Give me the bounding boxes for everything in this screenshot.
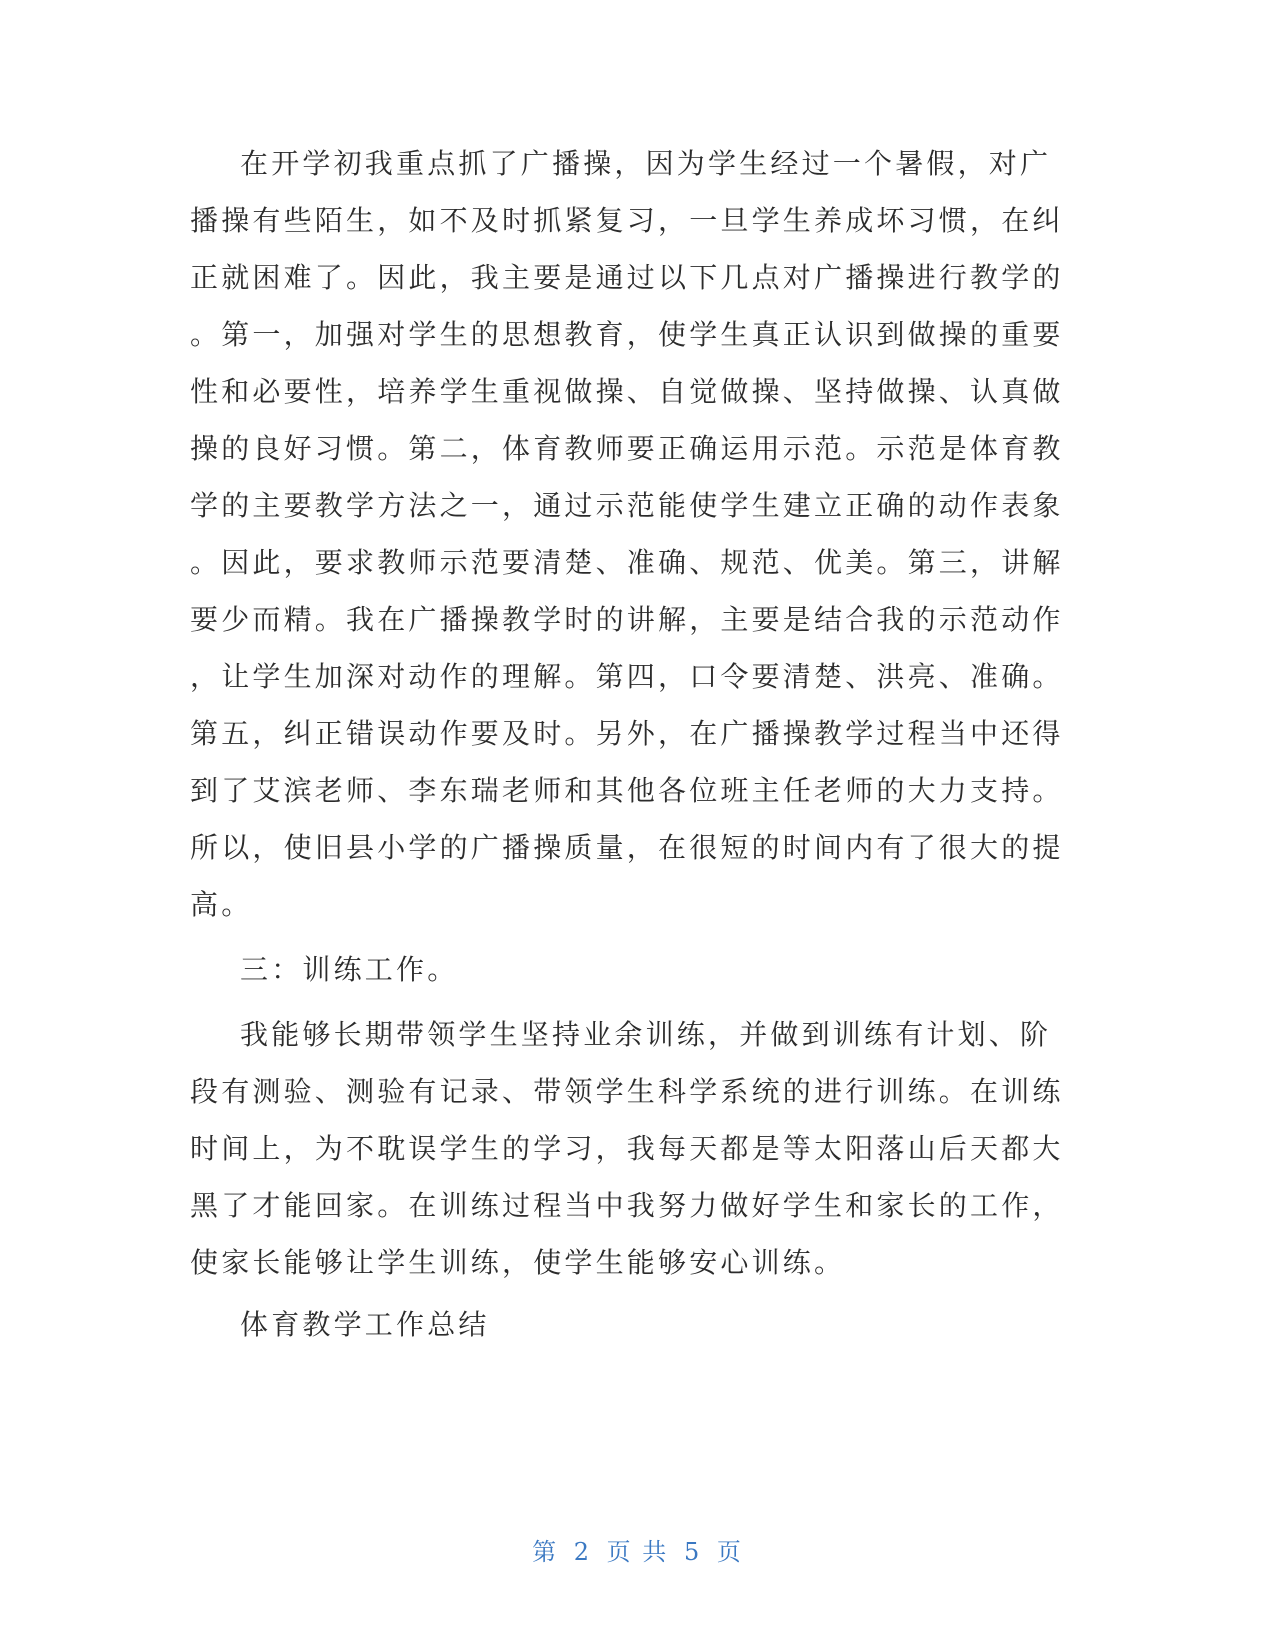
text-line: 。第一，加强对学生的思想教育，使学生真正认识到做操的重要 xyxy=(190,318,1064,351)
text-line: 我能够长期带领学生坚持业余训练，并做到训练有计划、阶 xyxy=(240,1018,1052,1051)
current-page-number: 2 xyxy=(573,1538,592,1566)
footer-prefix: 第 xyxy=(532,1538,559,1566)
text-line: 学的主要教学方法之一，通过示范能使学生建立正确的动作表象 xyxy=(190,489,1064,522)
text-line: 高。 xyxy=(190,888,253,921)
text-line: 第五，纠正错误动作要及时。另外，在广播操教学过程当中还得 xyxy=(190,717,1064,750)
total-page-count: 5 xyxy=(683,1538,702,1566)
footer-suffix: 页 xyxy=(716,1538,743,1566)
text-line: 要少而精。我在广播操教学时的讲解，主要是结合我的示范动作 xyxy=(190,603,1064,636)
page-number-footer xyxy=(0,1535,1275,1569)
text-line: 操的良好习惯。第二，体育教师要正确运用示范。示范是体育教 xyxy=(190,432,1064,465)
text-line: 黑了才能回家。在训练过程当中我努力做好学生和家长的工作， xyxy=(190,1189,1064,1222)
closing-title: 体育教学工作总结 xyxy=(240,1308,490,1341)
text-line: 播操有些陌生，如不及时抓紧复习，一旦学生养成坏习惯，在纠 xyxy=(190,204,1064,237)
text-line: 时间上，为不耽误学生的学习，我每天都是等太阳落山后天都大 xyxy=(190,1132,1064,1165)
text-line: 到了艾滨老师、李东瑞老师和其他各位班主任老师的大力支持。 xyxy=(190,774,1064,807)
section-heading: 三：训练工作。 xyxy=(240,953,459,986)
text-line: 。因此，要求教师示范要清楚、准确、规范、优美。第三，讲解 xyxy=(190,546,1064,579)
text-line: 所以，使旧县小学的广播操质量，在很短的时间内有了很大的提 xyxy=(190,831,1064,864)
text-line: 在开学初我重点抓了广播操，因为学生经过一个暑假，对广 xyxy=(240,147,1052,180)
text-line: 段有测验、测验有记录、带领学生科学系统的进行训练。在训练 xyxy=(190,1075,1064,1108)
text-line: 性和必要性，培养学生重视做操、自觉做操、坚持做操、认真做 xyxy=(190,375,1064,408)
text-line: 使家长能够让学生训练，使学生能够安心训练。 xyxy=(190,1246,846,1279)
text-line: 正就困难了。因此，我主要是通过以下几点对广播操进行教学的 xyxy=(190,261,1064,294)
footer-middle: 页 共 xyxy=(606,1538,669,1566)
text-line: ，让学生加深对动作的理解。第四，口令要清楚、洪亮、准确。 xyxy=(190,660,1064,693)
